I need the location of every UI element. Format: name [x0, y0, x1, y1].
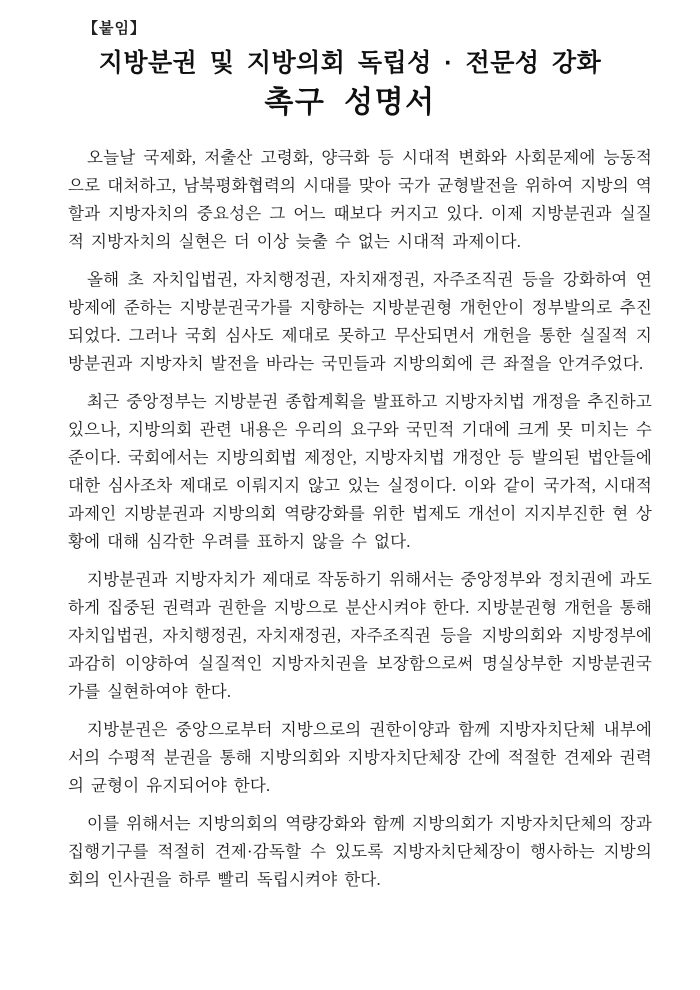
- paragraph-6: 이를 위해서는 지방의회의 역량강화와 함께 지방의회가 지방자치단체의 장과 집행기구를 적절히 견제·감독할 수 있도록 지방자치단체장이 행사하는 지방의회의 인사권을 하루 빨리 독립시켜야 한다.: [68, 814, 652, 889]
- paragraph-1: 오늘날 국제화, 저출산 고령화, 양극화 등 시대적 변화와 사회문제에 능동적으로 대처하고, 남북평화협력의 시대를 맞아 국가 균형발전을 위하여 지방의 역할과 지방자치의 중요성은 그 어느 때보다 커지고 있다. 이제 지방분권과 실질적 지방자치의 실현은 더 이상 늦출 수 없는 시대적 과제이다.: [68, 148, 652, 251]
- document-title-line1: 지방분권 및 지방의회 독립성 · 전문성 강화: [98, 49, 602, 77]
- paragraph-4: 지방분권과 지방자치가 제대로 작동하기 위해서는 중앙정부와 정치권에 과도하게 집중된 권력과 권한을 지방으로 분산시켜야 한다. 지방분권형 개헌을 통해 자치입법권, 자치행정권, 자치재정권, 자주조직권 등을 지방의회와 지방정부에 과감히 이양하여 실질적인 지방자치권을 보장함으로써 명실상부한 지방분권국가를 실현하여야 한다.: [68, 570, 652, 701]
- document-title-line2: 촉구 성명서: [264, 86, 436, 119]
- paragraph-5: 지방분권은 중앙으로부터 지방으로의 권한이양과 함께 지방자치단체 내부에서의 수평적 분권을 통해 지방의회와 지방자치단체장 간에 적절한 견제와 권력의 균형이 유지되어야 한다.: [68, 720, 652, 795]
- attachment-label: 【붙임】: [83, 20, 146, 37]
- paragraph-3: 최근 중앙정부는 지방분권 종합계획을 발표하고 지방자치법 개정을 추진하고 있으나, 지방의회 관련 내용은 우리의 요구와 국민적 기대에 크게 못 미치는 수준이다. 국회에서는 지방의회법 제정안, 지방자치법 개정안 등 발의된 법안들에 대한 심사조차 제대로 이뤄지지 않고 있는 실정이다. 이와 같이 국가적, 시대적 과제인 지방분권과 지방의회 역량강화를 위한 법제도 개선이 지지부진한 현 상황에 대해 심각한 우려를 표하지 않을 수 없다.: [68, 392, 652, 551]
- document-body: [68, 144, 652, 894]
- paragraph-2: 올해 초 자치입법권, 자치행정권, 자치재정권, 자주조직권 등을 강화하여 연방제에 준하는 지방분권국가를 지향하는 지방분권형 개헌안이 정부발의로 추진되었다. 그러나 국회 심사도 제대로 못하고 무산되면서 개헌을 통한 실질적 지방분권과 지방자치 발전을 바라는 국민들과 지방의회에 큰 좌절을 안겨주었다.: [68, 270, 652, 373]
